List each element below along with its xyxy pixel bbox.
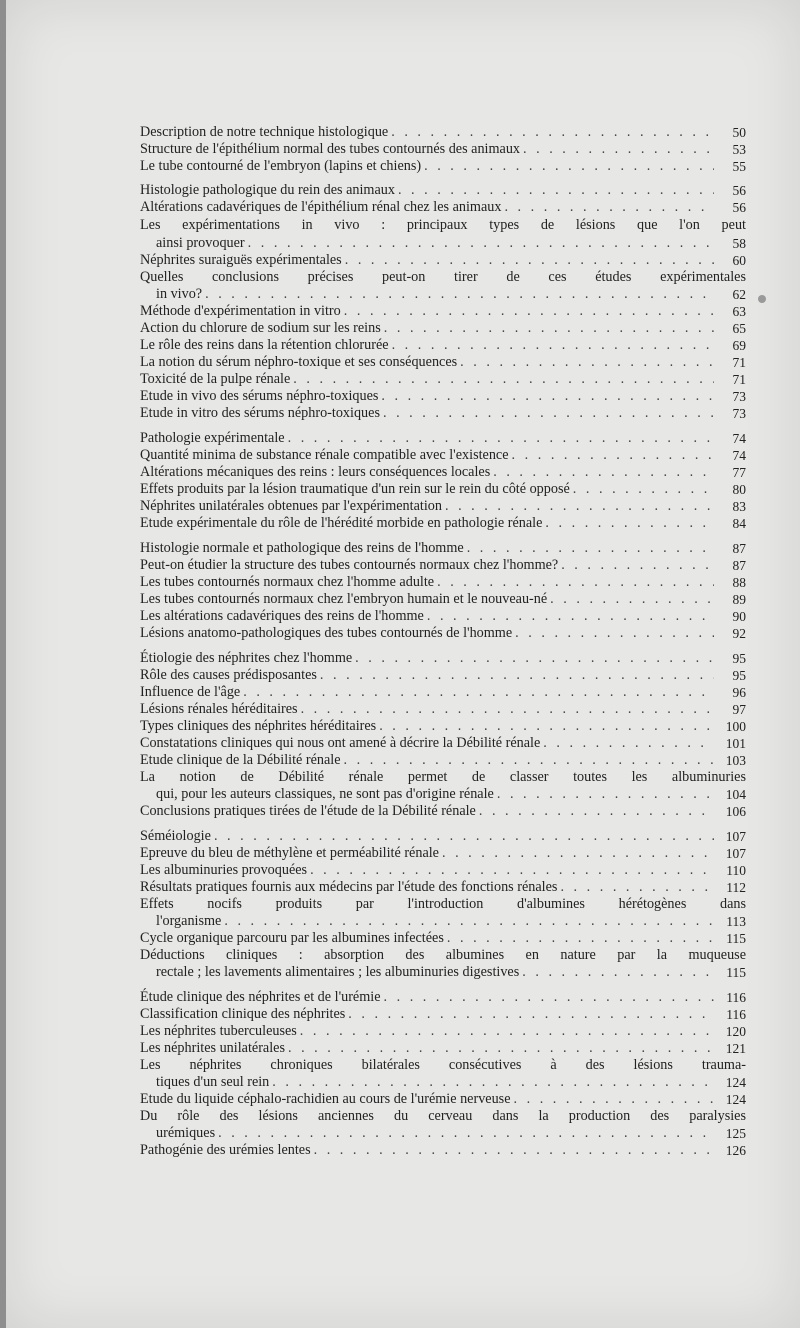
toc-entry-title: Etude in vivo des sérums néphro-toxiques bbox=[140, 388, 379, 404]
dot-leader bbox=[379, 718, 714, 735]
toc-page-number: 73 bbox=[732, 389, 746, 404]
paper-speck bbox=[758, 295, 766, 303]
toc-entry-title: La notion du sérum néphro-toxique et ses conséquences bbox=[140, 354, 458, 370]
toc-entry-title: Les altérations cadavériques des reins de l'homme bbox=[140, 608, 424, 624]
toc-entry-title: Histologie pathologique du rein des animaux bbox=[140, 182, 395, 198]
toc-page-number: 77 bbox=[732, 465, 746, 480]
dot-leader bbox=[442, 845, 714, 862]
toc-section-heading bbox=[140, 430, 746, 447]
dot-leader bbox=[384, 989, 714, 1006]
dot-leader bbox=[345, 252, 714, 269]
toc-page-number: 106 bbox=[725, 804, 746, 819]
dot-leader bbox=[573, 481, 714, 498]
toc-entry bbox=[140, 217, 746, 234]
toc-entry bbox=[140, 354, 746, 371]
toc-entry-title: Étiologie des néphrites chez l'homme bbox=[140, 650, 353, 666]
toc-entry bbox=[140, 269, 746, 286]
toc-page-number: 87 bbox=[732, 541, 746, 556]
toc-page-number: 103 bbox=[725, 753, 746, 768]
toc-page-number: 121 bbox=[725, 1041, 746, 1056]
dot-leader bbox=[383, 405, 714, 422]
toc-entry-title: Influence de l'âge bbox=[140, 684, 241, 700]
toc-entry bbox=[140, 862, 746, 879]
dot-leader bbox=[427, 608, 714, 625]
toc-entry bbox=[140, 447, 746, 464]
toc-entry bbox=[140, 930, 746, 947]
dot-leader bbox=[391, 124, 714, 141]
dot-leader bbox=[381, 388, 714, 405]
toc-entry-title: Structure de l'épithélium normal des tubes contournés des animaux bbox=[140, 141, 521, 157]
toc-entry bbox=[140, 769, 746, 786]
toc-page-number: 95 bbox=[732, 651, 746, 666]
toc-page-number: 89 bbox=[732, 592, 746, 607]
toc-entry-title: Classification clinique des néphrites bbox=[140, 1006, 346, 1022]
dot-leader bbox=[301, 701, 714, 718]
toc-page-number: 73 bbox=[732, 406, 746, 421]
dot-leader bbox=[460, 354, 714, 371]
toc-entry bbox=[140, 735, 746, 752]
toc-page-number: 116 bbox=[726, 1007, 746, 1022]
toc-entry-title: qui, pour les auteurs classiques, ne sont pas d'origine rénale bbox=[156, 786, 494, 802]
toc-page-number: 112 bbox=[726, 880, 746, 895]
toc-page-number: 90 bbox=[732, 609, 746, 624]
toc-entry-title: Peut-on étudier la structure des tubes contournés normaux chez l'homme? bbox=[140, 557, 559, 573]
toc-entry-title: Néphrites suraiguës expérimentales bbox=[140, 252, 342, 268]
dot-leader bbox=[445, 498, 714, 515]
toc-entry bbox=[140, 320, 746, 337]
toc-page-number: 126 bbox=[725, 1143, 746, 1158]
toc-page-number: 96 bbox=[732, 685, 746, 700]
dot-leader bbox=[504, 199, 714, 216]
toc-entry bbox=[140, 498, 746, 515]
toc-entry-title: Types cliniques des néphrites héréditaires bbox=[140, 718, 377, 734]
dot-leader bbox=[493, 464, 714, 481]
toc-entry-title: Effets produits par la lésion traumatique d'un rein sur le rein du côté opposé bbox=[140, 481, 570, 497]
toc-entry-title: Conclusions pratiques tirées de l'étude de la Débilité rénale bbox=[140, 803, 476, 819]
dot-leader bbox=[214, 828, 714, 845]
toc-entry-title: Du rôle des lésions anciennes du cerveau dans la production des paralysies bbox=[140, 1108, 746, 1124]
dot-leader bbox=[561, 557, 714, 574]
dot-leader bbox=[479, 803, 714, 820]
toc-entry bbox=[156, 1074, 746, 1091]
toc-entry-title: Pathogénie des urémies lentes bbox=[140, 1142, 311, 1158]
toc-entry bbox=[140, 684, 746, 701]
dot-leader bbox=[344, 303, 714, 320]
toc-page-number: 113 bbox=[726, 914, 746, 929]
toc-entry bbox=[140, 667, 746, 684]
toc-page-number: 74 bbox=[732, 448, 746, 463]
dot-leader bbox=[272, 1074, 714, 1091]
dot-leader bbox=[497, 786, 714, 803]
toc-entry bbox=[140, 303, 746, 320]
dot-leader bbox=[300, 1023, 714, 1040]
toc-page-number: 56 bbox=[732, 183, 746, 198]
dot-leader bbox=[344, 752, 714, 769]
toc-page-number: 125 bbox=[725, 1126, 746, 1141]
toc-entry bbox=[140, 199, 746, 216]
dot-leader bbox=[522, 964, 714, 981]
dot-leader bbox=[515, 625, 714, 642]
toc-page-number: 60 bbox=[732, 253, 746, 268]
toc-page-number: 104 bbox=[725, 787, 746, 802]
toc-entry-title: Pathologie expérimentale bbox=[140, 430, 285, 446]
toc-entry bbox=[140, 124, 746, 141]
toc-entry bbox=[140, 1023, 746, 1040]
dot-leader bbox=[424, 158, 714, 175]
toc-entry bbox=[140, 1142, 746, 1159]
toc-entry-title: Les tubes contournés normaux chez l'embryon humain et le nouveau-né bbox=[140, 591, 548, 607]
toc-entry-title: Les néphrites chroniques bilatérales consécutives à des lésions trauma- bbox=[140, 1057, 746, 1073]
toc-entry bbox=[140, 752, 746, 769]
dot-leader bbox=[288, 430, 714, 447]
dot-leader bbox=[224, 913, 714, 930]
toc-page-number: 95 bbox=[732, 668, 746, 683]
toc-page-number: 101 bbox=[725, 736, 746, 751]
toc-entry bbox=[140, 845, 746, 862]
toc-entry bbox=[156, 1125, 746, 1142]
toc-entry-title: Les néphrites tuberculeuses bbox=[140, 1023, 297, 1039]
toc-entry-title: Méthode d'expérimentation in vitro bbox=[140, 303, 341, 319]
toc-page-number: 124 bbox=[725, 1092, 746, 1107]
toc-entry-title: Lésions rénales héréditaires bbox=[140, 701, 298, 717]
dot-leader bbox=[348, 1006, 714, 1023]
toc-page-number: 120 bbox=[725, 1024, 746, 1039]
toc-page-number: 74 bbox=[732, 431, 746, 446]
toc-section-heading bbox=[140, 989, 746, 1006]
toc-entry bbox=[140, 337, 746, 354]
dot-leader bbox=[514, 1091, 715, 1108]
toc-entry-title: Néphrites unilatérales obtenues par l'expérimentation bbox=[140, 498, 442, 514]
toc-entry bbox=[140, 896, 746, 913]
toc-entry-title: Etude du liquide céphalo-rachidien au cours de l'urémie nerveuse bbox=[140, 1091, 511, 1107]
toc-entry-title: Etude clinique de la Débilité rénale bbox=[140, 752, 341, 768]
toc-entry-title: urémiques bbox=[156, 1125, 216, 1141]
toc-entry-title: Séméiologie bbox=[140, 828, 211, 844]
toc-entry bbox=[140, 1006, 746, 1023]
toc-entry-title: Lésions anatomo-pathologiques des tubes contournés de l'homme bbox=[140, 625, 513, 641]
toc-page-number: 69 bbox=[732, 338, 746, 353]
toc-page-number: 65 bbox=[732, 321, 746, 336]
toc-entry-title: Quantité minima de substance rénale compatible avec l'existence bbox=[140, 447, 509, 463]
toc-entry-title: Les expérimentations in vivo : principaux types de lésions que l'on peut bbox=[140, 217, 746, 233]
dot-leader bbox=[523, 141, 714, 158]
toc-entry bbox=[140, 608, 746, 625]
toc-entry bbox=[140, 557, 746, 574]
dot-leader bbox=[550, 591, 714, 608]
toc-entry-title: Action du chlorure de sodium sur les reins bbox=[140, 320, 381, 336]
toc-page-number: 92 bbox=[732, 626, 746, 641]
toc-entry-title: Les néphrites unilatérales bbox=[140, 1040, 285, 1056]
toc-page-number: 58 bbox=[732, 236, 746, 251]
toc-page-number: 56 bbox=[732, 200, 746, 215]
toc-entry-title: Rôle des causes prédisposantes bbox=[140, 667, 317, 683]
toc-section-heading bbox=[140, 182, 746, 199]
toc-entry bbox=[140, 625, 746, 642]
toc-entry bbox=[140, 879, 746, 896]
toc-entry-title: Résultats pratiques fournis aux médecins par l'étude des fonctions rénales bbox=[140, 879, 558, 895]
dot-leader bbox=[355, 650, 714, 667]
toc-entry-title: Etude in vitro des sérums néphro-toxiques bbox=[140, 405, 380, 421]
toc-page-number: 110 bbox=[726, 863, 746, 878]
toc-entry-title: Étude clinique des néphrites et de l'urémie bbox=[140, 989, 381, 1005]
dot-leader bbox=[314, 1142, 714, 1159]
dot-leader bbox=[560, 879, 714, 896]
toc-entry bbox=[140, 158, 746, 175]
toc-entry bbox=[140, 515, 746, 532]
toc-page-number: 100 bbox=[725, 719, 746, 734]
dot-leader bbox=[512, 447, 714, 464]
toc-page-number: 71 bbox=[732, 372, 746, 387]
dot-leader bbox=[467, 540, 714, 557]
dot-leader bbox=[218, 1125, 714, 1142]
toc-entry bbox=[140, 701, 746, 718]
toc-entry-title: Effets nocifs produits par l'introduction d'albumines hérétogènes dans bbox=[140, 896, 746, 912]
book-page bbox=[6, 0, 800, 1328]
toc-page-number: 63 bbox=[732, 304, 746, 319]
toc-page-number: 83 bbox=[732, 499, 746, 514]
toc-entry bbox=[140, 141, 746, 158]
toc-entry-title: Altérations cadavériques de l'épithélium rénal chez les animaux bbox=[140, 199, 502, 215]
dot-leader bbox=[205, 286, 714, 303]
toc-page-number: 88 bbox=[732, 575, 746, 590]
toc-entry bbox=[156, 286, 746, 303]
toc-entry bbox=[140, 718, 746, 735]
table-of-contents bbox=[6, 0, 800, 1328]
toc-entry bbox=[140, 574, 746, 591]
dot-leader bbox=[320, 667, 714, 684]
toc-section-heading bbox=[140, 540, 746, 557]
dot-leader bbox=[243, 684, 714, 701]
toc-entry-title: in vivo? bbox=[156, 286, 203, 302]
toc-entry-title: Cycle organique parcouru par les albumines infectées bbox=[140, 930, 444, 946]
toc-entry bbox=[140, 252, 746, 269]
toc-entry bbox=[156, 786, 746, 803]
toc-entry bbox=[140, 481, 746, 498]
toc-page-number: 87 bbox=[732, 558, 746, 573]
toc-entry bbox=[156, 913, 746, 930]
toc-page-number: 53 bbox=[732, 142, 746, 157]
dot-leader bbox=[447, 930, 714, 947]
dot-leader bbox=[384, 320, 714, 337]
toc-entry bbox=[140, 1108, 746, 1125]
toc-entry-title: l'organisme bbox=[156, 913, 222, 929]
toc-entry bbox=[140, 1057, 746, 1074]
toc-entry-title: Histologie normale et pathologique des reins de l'homme bbox=[140, 540, 464, 556]
toc-entry bbox=[140, 464, 746, 481]
toc-entry bbox=[156, 235, 746, 252]
toc-page-number: 80 bbox=[732, 482, 746, 497]
toc-entry-title: La notion de Débilité rénale permet de classer toutes les albuminuries bbox=[140, 769, 746, 785]
toc-entry bbox=[140, 803, 746, 820]
toc-entry-title: Altérations mécaniques des reins : leurs conséquences locales bbox=[140, 464, 491, 480]
toc-page-number: 62 bbox=[732, 287, 746, 302]
dot-leader bbox=[293, 371, 714, 388]
toc-entry-title: Epreuve du bleu de méthylène et perméabilité rénale bbox=[140, 845, 439, 861]
toc-entry bbox=[140, 1040, 746, 1057]
toc-page-number: 116 bbox=[726, 990, 746, 1005]
toc-entry bbox=[156, 964, 746, 981]
dot-leader bbox=[310, 862, 714, 879]
dot-leader bbox=[248, 235, 714, 252]
toc-entry bbox=[140, 405, 746, 422]
toc-page-number: 55 bbox=[732, 159, 746, 174]
dot-leader bbox=[288, 1040, 714, 1057]
toc-entry-title: Le rôle des reins dans la rétention chlorurée bbox=[140, 337, 389, 353]
toc-entry-title: Les tubes contournés normaux chez l'homme adulte bbox=[140, 574, 435, 590]
toc-entry bbox=[140, 591, 746, 608]
toc-entry-title: ainsi provoquer bbox=[156, 235, 245, 251]
toc-entry-title: Déductions cliniques : absorption des albumines en nature par la muqueuse bbox=[140, 947, 746, 963]
dot-leader bbox=[543, 735, 714, 752]
toc-page-number: 50 bbox=[732, 125, 746, 140]
toc-section-heading bbox=[140, 650, 746, 667]
dot-leader bbox=[398, 182, 714, 199]
toc-page-number: 71 bbox=[732, 355, 746, 370]
dot-leader bbox=[437, 574, 714, 591]
toc-page-number: 115 bbox=[726, 965, 746, 980]
toc-entry-title: Les albuminuries provoquées bbox=[140, 862, 308, 878]
toc-page-number: 84 bbox=[732, 516, 746, 531]
toc-page-number: 115 bbox=[726, 931, 746, 946]
toc-entry-title: Constatations cliniques qui nous ont amené à décrire la Débilité rénale bbox=[140, 735, 541, 751]
toc-entry bbox=[140, 371, 746, 388]
toc-page-number: 97 bbox=[732, 702, 746, 717]
dot-leader bbox=[545, 515, 714, 532]
toc-entry-title: Toxicité de la pulpe rénale bbox=[140, 371, 291, 387]
toc-page-number: 124 bbox=[725, 1075, 746, 1090]
toc-page-number: 107 bbox=[725, 829, 746, 844]
toc-entry-title: Etude expérimentale du rôle de l'hérédité morbide en pathologie rénale bbox=[140, 515, 543, 531]
toc-entry-title: tiques d'un seul rein bbox=[156, 1074, 270, 1090]
dot-leader bbox=[392, 337, 714, 354]
toc-entry bbox=[140, 947, 746, 964]
toc-section-heading bbox=[140, 828, 746, 845]
toc-page-number: 107 bbox=[725, 846, 746, 861]
toc-entry bbox=[140, 1091, 746, 1108]
toc-entry-title: Description de notre technique histologique bbox=[140, 124, 389, 140]
toc-entry-title: rectale ; les lavements alimentaires ; les albuminuries digestives bbox=[156, 964, 520, 980]
toc-entry bbox=[140, 388, 746, 405]
toc-entry-title: Quelles conclusions précises peut-on tirer de ces études expérimentales bbox=[140, 269, 746, 285]
toc-entry-title: Le tube contourné de l'embryon (lapins et chiens) bbox=[140, 158, 422, 174]
